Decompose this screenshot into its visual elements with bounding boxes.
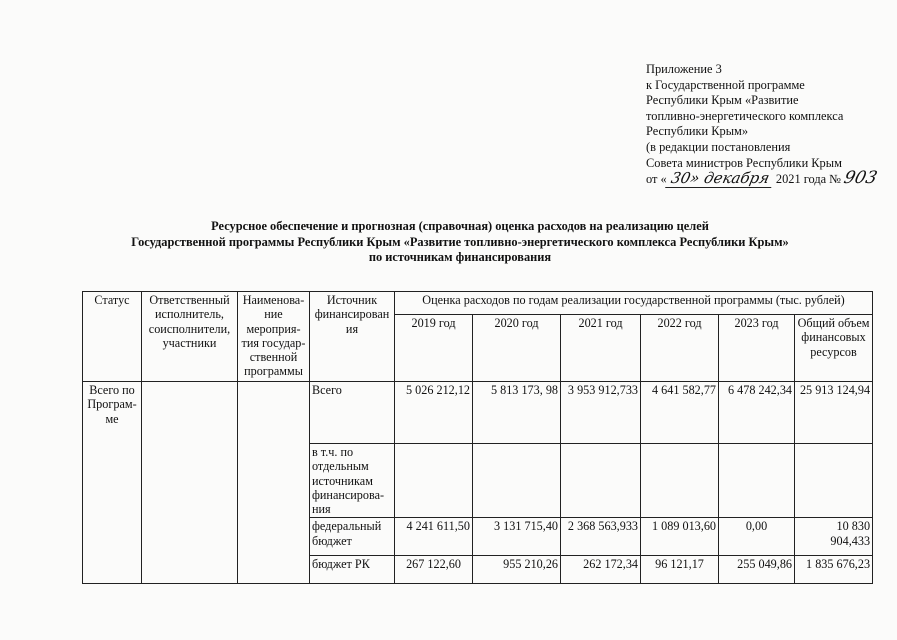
table-row xyxy=(83,382,873,444)
value-cell: 267 122,60 xyxy=(395,556,473,584)
value-cell: 5 026 212,12 xyxy=(395,382,473,444)
status-cell: Всего по Програм-ме xyxy=(83,382,142,584)
header-year: 2019 год xyxy=(395,315,473,382)
header-measure: Наименова-ние мероприя-тия государ-ственной программы xyxy=(238,292,310,382)
appendix-line: (в редакции постановления xyxy=(646,139,791,154)
source-cell: Всего xyxy=(310,382,395,444)
title-line-2: Государственной программы Республики Крым «Развитие топливно-энергетического комплекса Республики Крым» xyxy=(131,234,789,249)
appendix-line: Приложение 3 xyxy=(646,62,722,76)
appendix-block xyxy=(646,62,886,188)
header-year: 2021 год xyxy=(561,315,641,382)
date-prefix: от « xyxy=(646,172,667,187)
title-line-3: по источникам финансирования xyxy=(368,250,552,264)
title-line-1: Ресурсное обеспечение и прогнозная (справочная) оценка расходов на реализацию целей xyxy=(211,219,709,233)
header-year: 2023 год xyxy=(719,315,795,382)
appendix-line: Совета министров Республики Крым xyxy=(646,155,842,170)
value-cell: 4 241 611,50 xyxy=(395,518,473,556)
value-cell: 3 953 912,733 xyxy=(561,382,641,444)
header-row xyxy=(83,292,873,315)
value-cell: 10 830 904,433 xyxy=(795,518,873,556)
measure-cell xyxy=(238,382,310,584)
value-cell: 6 478 242,34 xyxy=(719,382,795,444)
document-title xyxy=(60,219,860,266)
header-total: Общий объем финансовых ресурсов xyxy=(795,315,873,382)
appendix-date-line xyxy=(646,168,886,189)
header-year: 2022 год xyxy=(641,315,719,382)
handwritten-date: 30» декабря xyxy=(665,171,775,188)
value-cell xyxy=(795,444,873,518)
appendix-line: Республики Крым» xyxy=(646,124,749,139)
value-cell: 1 089 013,60 xyxy=(641,518,719,556)
appendix-line: к Государственной программе xyxy=(646,77,805,92)
value-cell xyxy=(473,444,561,518)
value-cell xyxy=(641,444,719,518)
source-cell: федеральный бюджет xyxy=(310,518,395,556)
header-status: Статус xyxy=(83,292,142,382)
value-cell xyxy=(719,444,795,518)
value-cell: 0,00 xyxy=(719,518,795,556)
header-source: Источник финансирован ия xyxy=(310,292,395,382)
source-cell: бюджет РК xyxy=(310,556,395,584)
value-cell: 96 121,17 xyxy=(641,556,719,584)
resource-table xyxy=(82,291,873,584)
value-cell: 3 131 715,40 xyxy=(473,518,561,556)
date-suffix: 2021 года № xyxy=(775,172,842,187)
source-cell: в т.ч. по отдельным источникам финансирова-ния xyxy=(310,444,395,518)
appendix-line: Республики Крым «Развитие xyxy=(646,93,799,108)
value-cell: 25 913 124,94 xyxy=(795,382,873,444)
value-cell: 4 641 582,77 xyxy=(641,382,719,444)
handwritten-number: 903 xyxy=(841,168,880,189)
value-cell: 5 813 173, 98 xyxy=(473,382,561,444)
value-cell xyxy=(561,444,641,518)
value-cell: 955 210,26 xyxy=(473,556,561,584)
executor-cell xyxy=(142,382,238,584)
value-cell: 255 049,86 xyxy=(719,556,795,584)
value-cell xyxy=(395,444,473,518)
value-cell: 1 835 676,23 xyxy=(795,556,873,584)
header-executor: Ответственный исполнитель, соисполнители, участники xyxy=(142,292,238,382)
header-year: 2020 год xyxy=(473,315,561,382)
header-estimate: Оценка расходов по годам реализации государственной программы (тыс. рублей) xyxy=(395,292,873,315)
value-cell: 2 368 563,933 xyxy=(561,518,641,556)
appendix-line: топливно-энергетического комплекса xyxy=(646,108,844,123)
value-cell: 262 172,34 xyxy=(561,556,641,584)
